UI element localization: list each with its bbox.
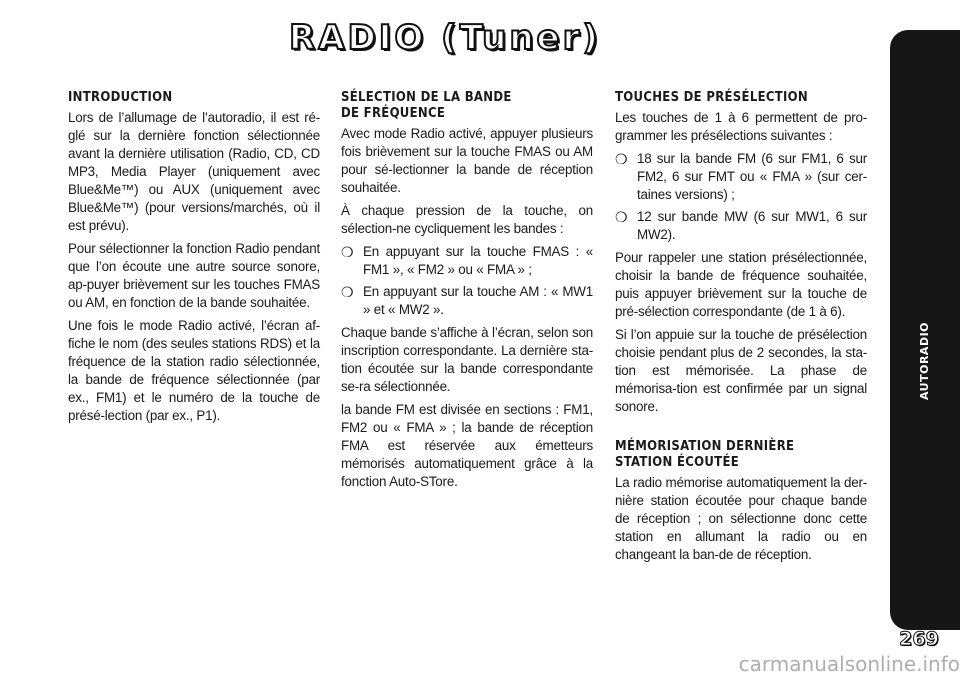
circle-bullet-icon: ❍ xyxy=(615,151,628,167)
paragraph: la bande FM est divisée en sections : FM1, FM2 ou « FMA » ; la bande de réception FMA est réservée aux émetteurs mémorisés automatiquement grâce à la fonction Auto-STore. xyxy=(341,402,593,489)
paragraph: Chaque bande s’affiche à l’écran, selon son inscription correspondante. La dernière sta-tion écoutée sur la bande correspondante se-ra sélectionnée. xyxy=(341,325,593,394)
page-title: RADIO (Tuner) xyxy=(289,18,601,58)
column-band-selection xyxy=(341,90,593,496)
list-item-text: En appuyant sur la touche FMAS : « FM1 », « FM2 » ou « FMA » ; xyxy=(363,244,593,277)
circle-bullet-icon: ❍ xyxy=(615,209,628,225)
list-item-text: 18 sur la bande FM (6 sur FM1, 6 sur FM2, 6 sur FMT ou « FMA » (sur cer-taines versions) ; xyxy=(637,151,867,202)
list-item xyxy=(341,283,593,319)
section-heading-last-station xyxy=(615,439,867,471)
list-item xyxy=(615,150,867,204)
heading-line: SÉLECTION DE LA BANDE xyxy=(341,90,512,105)
paragraph: Avec mode Radio activé, appuyer plusieurs fois brièvement sur la touche FMAS ou AM pour sé-lectionner la bande de réception souhaitée. xyxy=(341,126,593,195)
column-introduction xyxy=(68,90,320,430)
paragraph: Les touches de 1 à 6 permettent de pro-grammer les présélections suivantes : xyxy=(615,110,867,143)
paragraph: Pour sélectionner la fonction Radio pendant que l’on écoute une autre source sonore, ap-puyer brièvement sur les touches FMAS ou AM, en fonction de la bande souhaitée. xyxy=(68,241,320,310)
bullet-list xyxy=(615,150,867,244)
page-number: 269 xyxy=(899,628,939,650)
section-heading-introduction: INTRODUCTION xyxy=(68,90,173,105)
section-heading-presets: TOUCHES DE PRÉSÉLECTION xyxy=(615,90,809,105)
section-heading-band-selection xyxy=(341,90,593,122)
paragraph: Lors de l’allumage de l’autoradio, il est ré-glé sur la dernière fonction sélectionnée avant la dernière utilisation (Radio, CD, CD MP3, Media Player (uniquement avec Blue&Me™) ou AUX (uniquement avec Blue&Me™) (pour versions/marchés, où il est prévu). xyxy=(68,110,320,233)
list-item xyxy=(341,243,593,279)
list-item-text: 12 sur bande MW (6 sur MW1, 6 sur MW2). xyxy=(637,209,867,242)
heading-line: MÉMORISATION DERNIÈRE xyxy=(615,439,795,454)
heading-line: STATION ÉCOUTÉE xyxy=(615,455,740,470)
paragraph: Pour rappeler une station présélectionnée, choisir la bande de fréquence souhaitée, puis appuyer brièvement sur la touche de pré-sélection correspondante (de 1 à 6). xyxy=(615,250,867,319)
paragraph: La radio mémorise automatiquement la der-nière station écoutée pour chaque bande de réception ; on sélectionne donc cette station en allumant la radio ou en changeant la ban-de de réception. xyxy=(615,475,867,562)
circle-bullet-icon: ❍ xyxy=(341,244,354,260)
column-presets xyxy=(615,90,867,569)
bullet-list xyxy=(341,243,593,319)
paragraph: Une fois le mode Radio activé, l’écran af-fiche le nom (des seules stations RDS) et la fréquence de la station radio sélectionnée, la bande de fréquence sélectionnée (par ex., FM1) et le numéro de la touche de présé-lection (par ex., P1). xyxy=(68,318,320,423)
paragraph: Si l’on appuie sur la touche de présélection choisie pendant plus de 2 secondes, la sta-tion est mémorisée. La phase de mémorisa-tion est confirmée par un signal sonore. xyxy=(615,327,867,414)
heading-line: DE FRÉQUENCE xyxy=(341,106,446,121)
circle-bullet-icon: ❍ xyxy=(341,284,354,300)
list-item xyxy=(615,208,867,244)
paragraph: À chaque pression de la touche, on sélection-ne cycliquement les bandes : xyxy=(341,203,593,236)
chapter-tab-label: AUTORADIO xyxy=(918,321,931,400)
list-item-text: En appuyant sur la touche AM : « MW1 » et « MW2 ». xyxy=(363,284,593,317)
watermark: carmanualsonline.info xyxy=(738,652,960,676)
